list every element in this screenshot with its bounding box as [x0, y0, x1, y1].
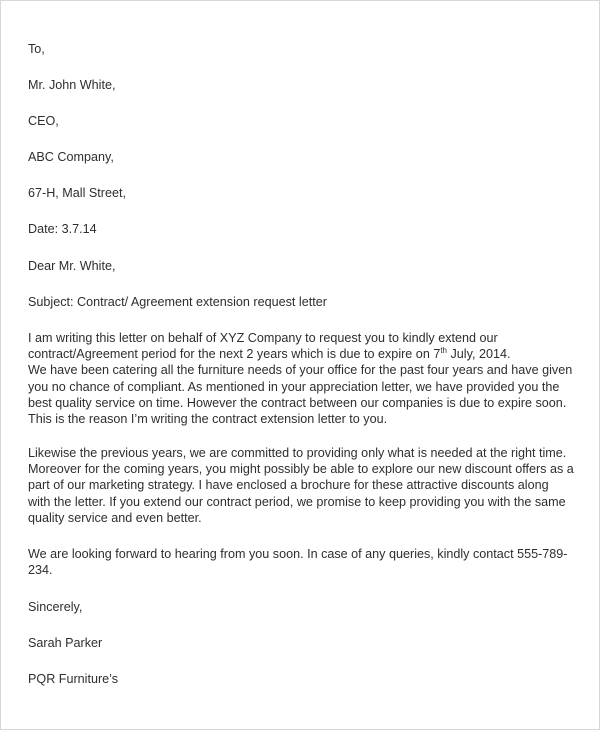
paragraph-line: with the letter. If you extend our contract period, we promise to keep providing you with the same: [28, 494, 566, 509]
paragraph-line: This is the reason I’m writing the contract extension letter to you.: [28, 412, 388, 427]
paragraph-line: quality service and even better.: [28, 510, 202, 525]
body-paragraph-2: [28, 445, 588, 526]
paragraph-line: contract/Agreement period for the next 2 years which is due to expire on 7th July, 2014.: [28, 346, 511, 362]
paragraph-line: part of our marketing strategy. I have enclosed a brochure for these attractive discounts along: [28, 478, 549, 493]
recipient-title: CEO,: [28, 114, 59, 128]
paragraph-line: We have been catering all the furniture needs of your office for the past four years and have given: [28, 363, 573, 378]
body-paragraph-3: [28, 546, 588, 578]
sender-company: PQR Furniture’s: [28, 672, 119, 686]
paragraph-line: We are looking forward to hearing from you soon. In case of any queries, kindly contact 555-789-: [28, 547, 568, 561]
closing: Sincerely,: [28, 600, 83, 614]
paragraph-line: Moreover for the coming years, you might possibly be able to explore our new discount offers as a: [28, 462, 574, 477]
paragraph-line: I am writing this letter on behalf of XYZ Company to request you to kindly extend our: [28, 331, 498, 345]
recipient-name: Mr. John White,: [28, 78, 116, 92]
sender-name: Sarah Parker: [28, 636, 103, 650]
paragraph-line: 234.: [28, 563, 53, 578]
letter-date: Date: 3.7.14: [28, 222, 97, 236]
salutation-to: To,: [28, 42, 45, 56]
paragraph-line: Likewise the previous years, we are committed to providing only what is needed at the right time.: [28, 446, 567, 460]
greeting: Dear Mr. White,: [28, 259, 116, 273]
paragraph-line: best quality service on time. However the contract between our companies is due to expire soon.: [28, 395, 567, 410]
body-paragraph-1: [28, 330, 588, 427]
recipient-company: ABC Company,: [28, 150, 114, 164]
subject-line: Subject: Contract/ Agreement extension request letter: [28, 295, 327, 309]
recipient-address: 67-H, Mall Street,: [28, 186, 126, 200]
ordinal-suffix: th: [440, 346, 447, 356]
paragraph-line: you no chance of compliant. As mentioned in your appreciation letter, we have provided you the: [28, 379, 560, 394]
